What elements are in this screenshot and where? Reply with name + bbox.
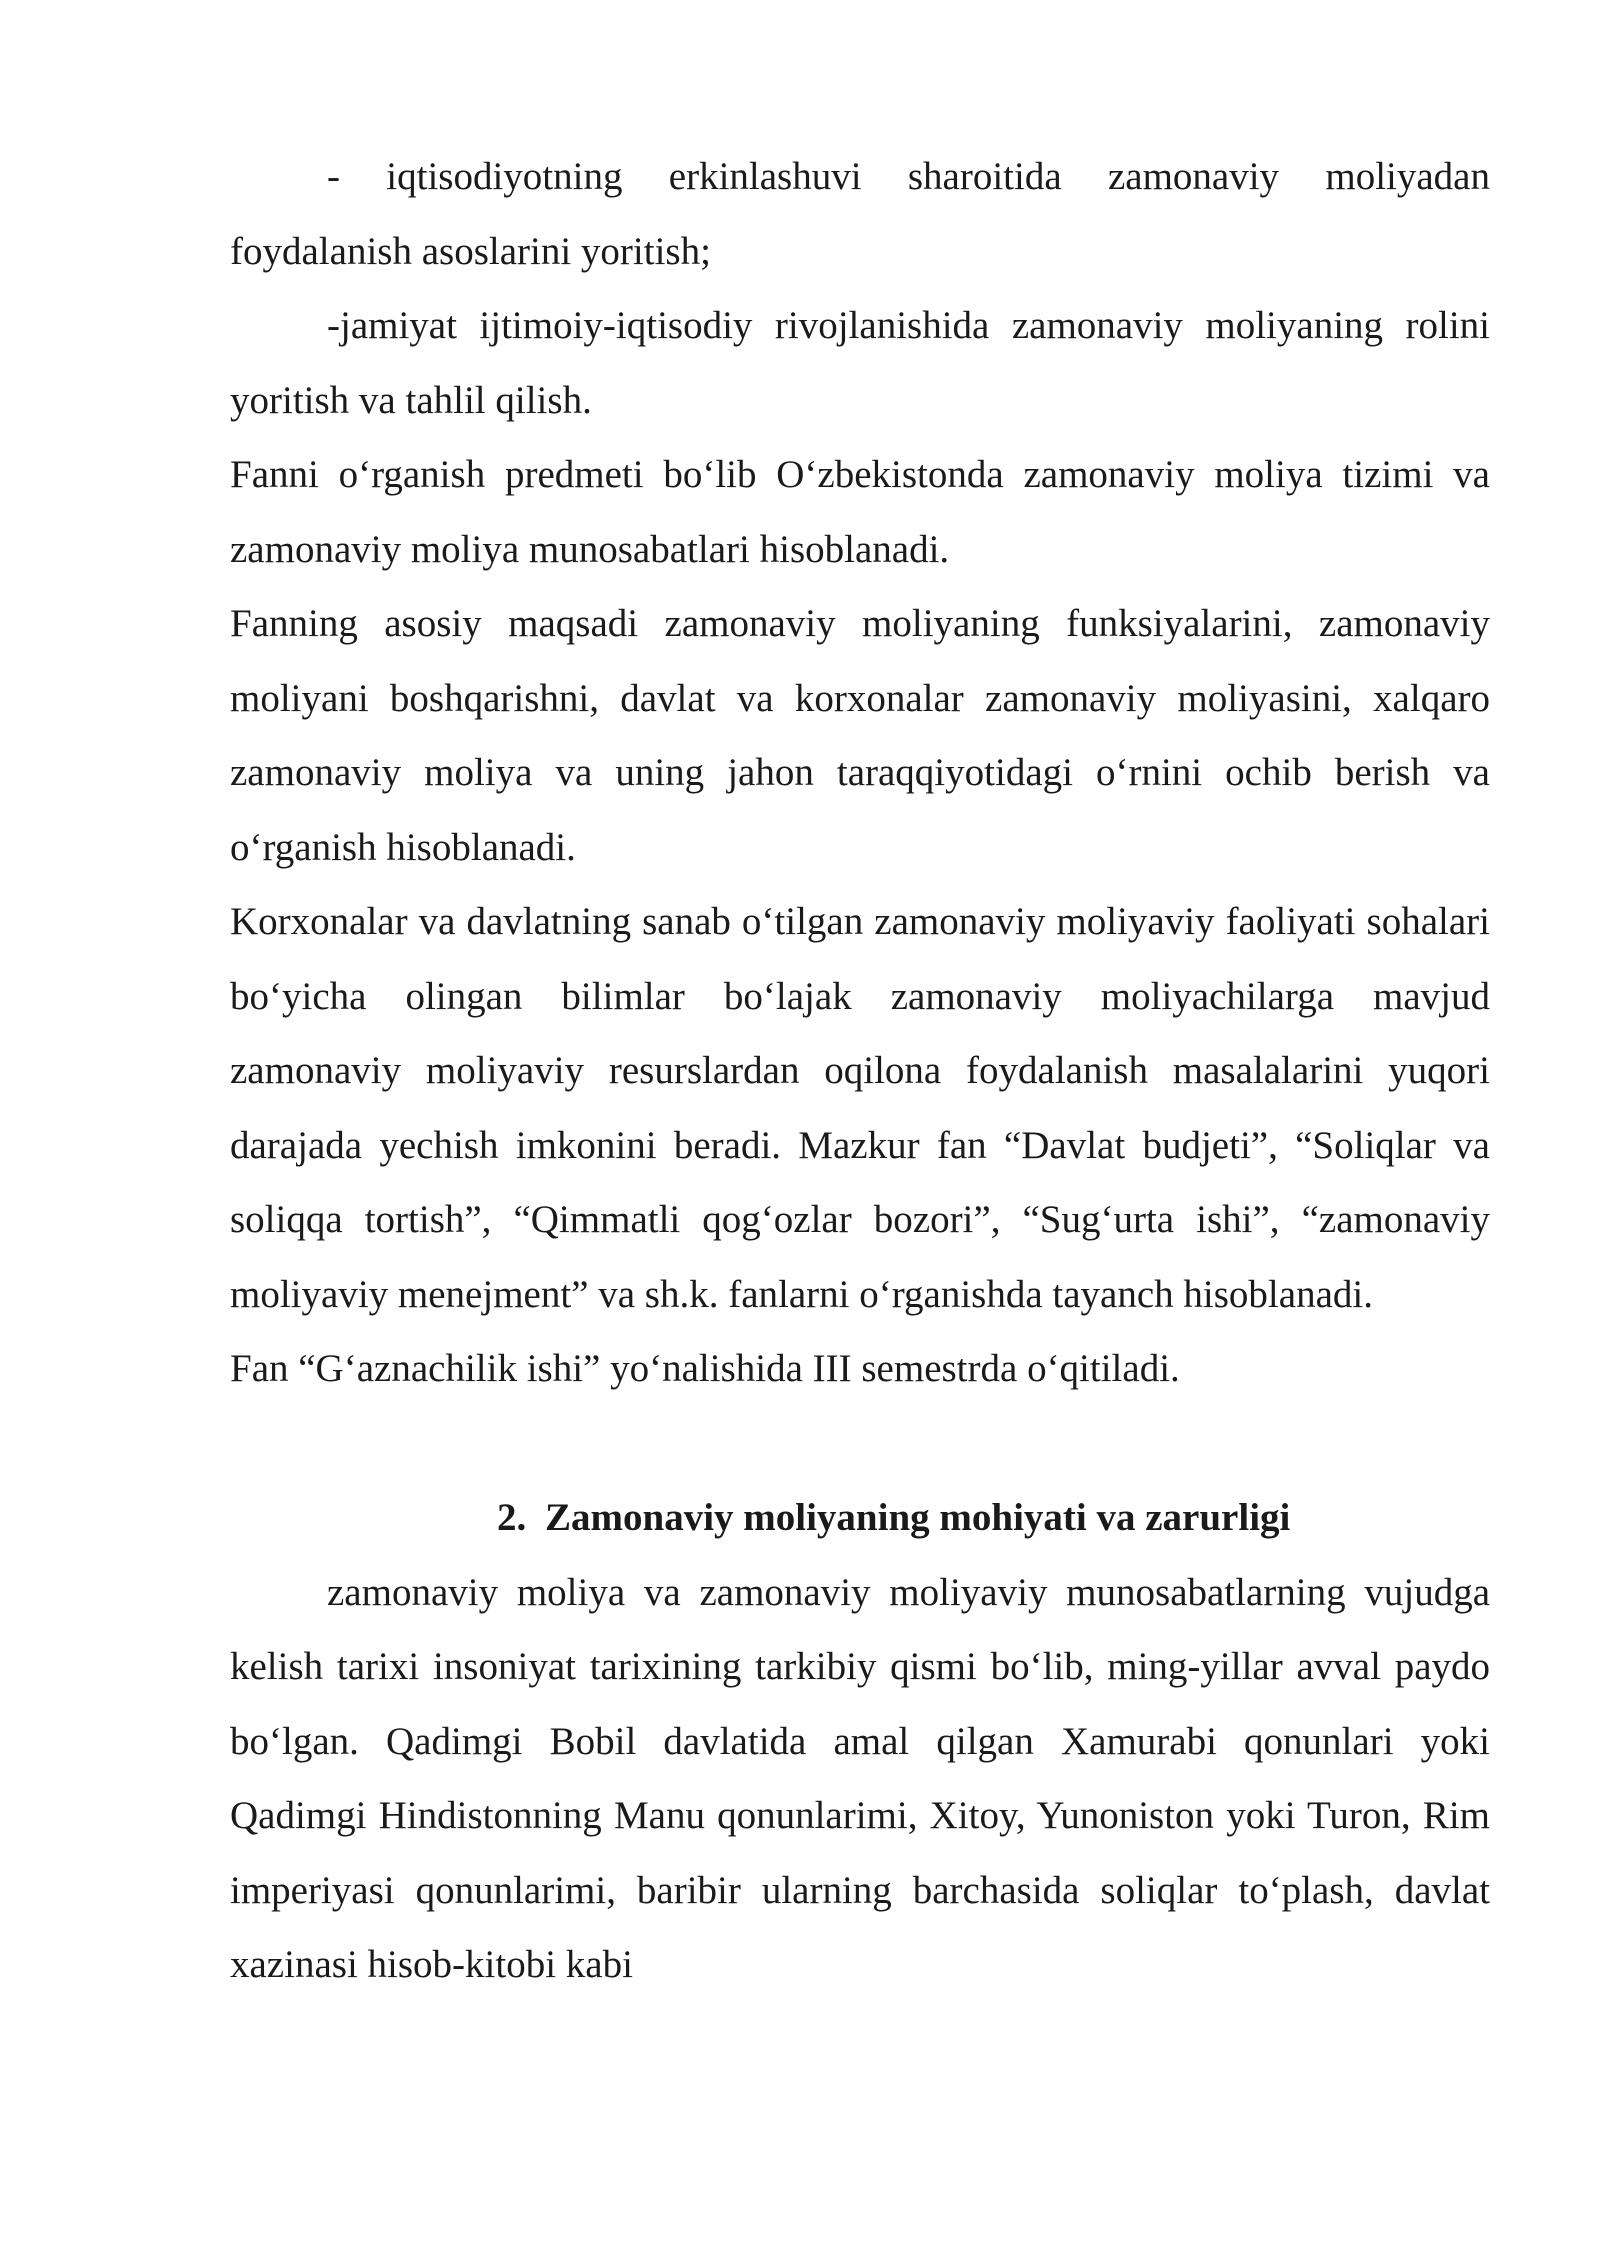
section-heading bbox=[230, 1481, 1490, 1556]
document-page bbox=[230, 140, 1490, 2003]
subject-paragraph: Fanni o‘rganish predmeti bo‘lib O‘zbekistonda zamonaviy moliya tizimi va zamonaviy moliya munosabatlari hisoblanadi. bbox=[230, 453, 1490, 571]
bullet-paragraph-2: -jamiyat ijtimoiy-iqtisodiy rivojlanishida zamonaviy moliyaning rolini yoritish va tahlil qilish. bbox=[230, 304, 1490, 422]
history-paragraph: zamonaviy moliya va zamonaviy moliyaviy munosabatlarning vujudga kelish tarixi insoniyat tarixining tarkibiy qismi bo‘lib, ming-yillar avval paydo bo‘lgan. Qadimgi Bobil davlatida amal qilgan Xamurabi qonunlari yoki Qadimgi Hindistonning Manu qonunlarimi, Xitoy, Yunoniston yoki Turon, Rim imperiyasi qonunlarimi, baribir ularning barchasida soliqlar to‘plash, davlat xazinasi hisob-kitobi kabi bbox=[230, 1570, 1490, 1986]
bullet-paragraph-1: - iqtisodiyotning erkinlashuvi sharoitida zamonaviy moliyadan foydalanish asoslarini yoritish; bbox=[230, 155, 1490, 273]
blank-line bbox=[230, 1407, 1490, 1482]
semester-paragraph: Fan “G‘aznachilik ishi” yo‘nalishida III semestrda o‘qitiladi. bbox=[230, 1347, 1180, 1390]
goal-paragraph: Fanning asosiy maqsadi zamonaviy moliyaning funksiyalarini, zamonaviy moliyani boshqarishni, davlat va korxonalar zamonaviy moliyasini, xalqaro zamonaviy moliya va uning jahon taraqqiyotidagi o‘rnini ochib berish va o‘rganish hisoblanadi. bbox=[230, 602, 1490, 869]
section-number: 2. bbox=[497, 1496, 527, 1539]
knowledge-paragraph: Korxonalar va davlatning sanab o‘tilgan zamonaviy moliyaviy faoliyati sohalari bo‘yicha olingan bilimlar bo‘lajak zamonaviy moliyachilarga mavjud zamonaviy moliyaviy resurslardan oqilona foydalanish masalalarini yuqori darajada yechish imkonini beradi. Mazkur fan “Davlat budjeti”, “Soliqlar va soliqqa tortish”, “Qimmatli qog‘ozlar bozori”, “Sug‘urta ishi”, “zamonaviy moliyaviy menejment” va sh.k. fanlarni o‘rganishda tayanch hisoblanadi. bbox=[230, 900, 1490, 1316]
section-title: Zamonaviy moliyaning mohiyati va zarurligi bbox=[545, 1496, 1291, 1539]
